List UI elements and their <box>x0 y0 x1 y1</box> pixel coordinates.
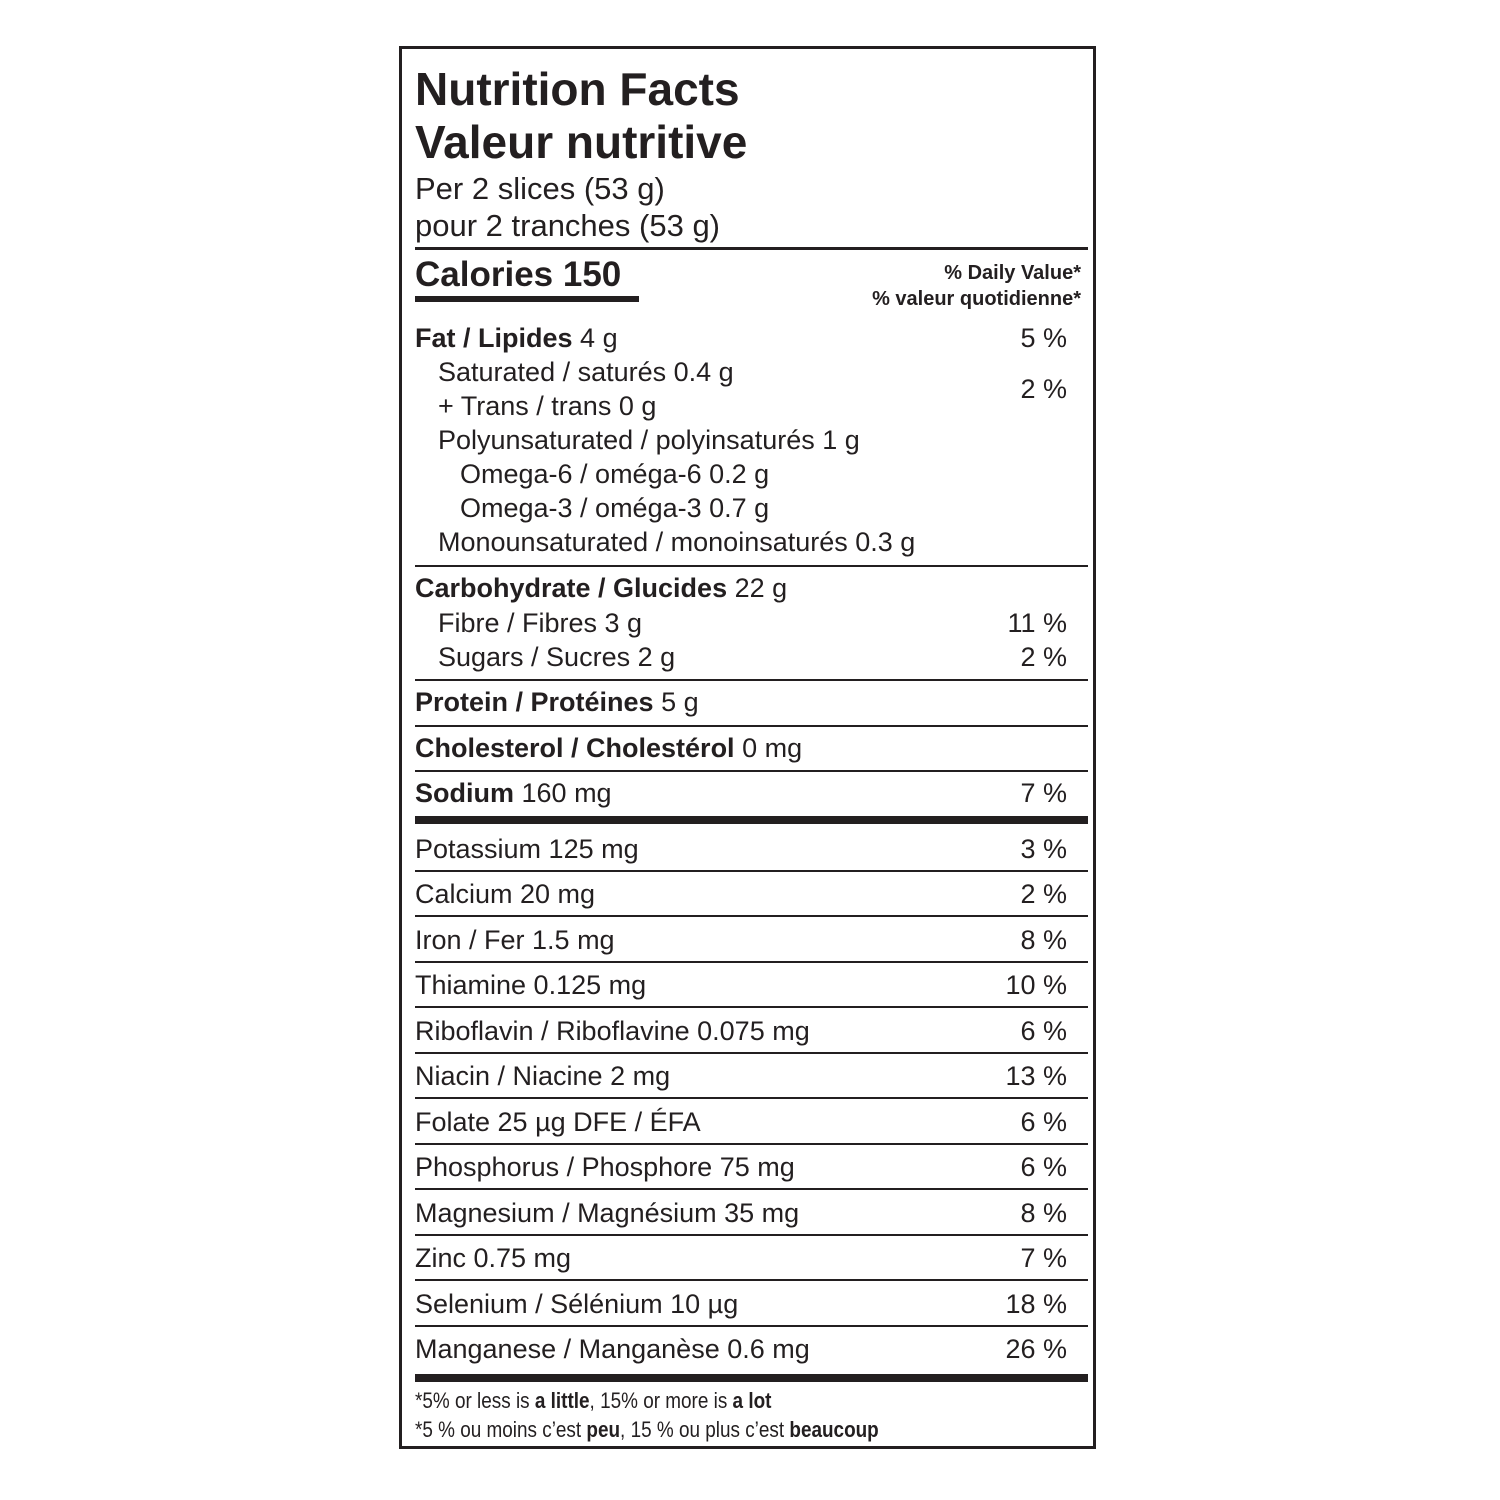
divider <box>415 961 1088 963</box>
footnote-emphasis: peu <box>586 1417 621 1442</box>
calories <box>415 257 621 292</box>
serving-size-english: Per 2 slices (53 g) <box>415 171 665 206</box>
footnote-emphasis: a lot <box>732 1388 772 1413</box>
daily-value-header-french: % valeur quotidienne* <box>872 288 1081 310</box>
folate-row: Folate 25 µg DFE / ÉFA <box>415 1107 701 1137</box>
magnesium-daily-value: 8 % <box>1020 1198 1067 1228</box>
calcium-daily-value: 2 % <box>1020 879 1067 909</box>
carbohydrate-amount: 22 g <box>734 573 788 603</box>
calories-value: 150 <box>562 255 622 294</box>
thiamine-daily-value: 10 % <box>1005 970 1067 1000</box>
divider <box>415 1097 1088 1099</box>
divider <box>415 870 1088 872</box>
footnote-text: , 15 % ou plus c’est <box>620 1417 790 1442</box>
fibre-daily-value: 11 % <box>1007 608 1067 638</box>
thiamine-row: Thiamine 0.125 mg <box>415 970 647 1000</box>
iron-daily-value: 8 % <box>1020 925 1067 955</box>
carbohydrate-row <box>415 575 787 602</box>
iron-row: Iron / Fer 1.5 mg <box>415 925 615 955</box>
daily-value-header-english: % Daily Value* <box>944 262 1081 284</box>
sodium-row <box>415 780 612 807</box>
footnote-text: *5 % ou moins c’est <box>415 1417 587 1442</box>
divider <box>415 1052 1088 1054</box>
monounsaturated-row: Monounsaturated / monoinsaturés 0.3 g <box>438 527 916 557</box>
divider <box>415 565 1088 567</box>
cholesterol-amount: 0 mg <box>742 733 803 763</box>
fat-amount: 4 g <box>580 323 618 353</box>
protein-amount: 5 g <box>661 687 699 717</box>
fibre-row: Fibre / Fibres 3 g <box>438 608 643 638</box>
sugars-daily-value: 2 % <box>1020 642 1067 672</box>
divider <box>415 1279 1088 1281</box>
potassium-daily-value: 3 % <box>1020 834 1067 864</box>
divider <box>415 247 1088 250</box>
niacin-daily-value: 13 % <box>1005 1061 1067 1091</box>
footnote-english <box>415 1390 771 1412</box>
footnote-text: , 15% or more is <box>589 1388 733 1413</box>
divider <box>415 770 1088 772</box>
calories-underline <box>415 296 639 302</box>
calories-label: Calories <box>415 255 554 294</box>
riboflavin-daily-value: 6 % <box>1020 1016 1067 1046</box>
title-french: Valeur nutritive <box>415 116 748 168</box>
title-english: Nutrition Facts <box>415 63 740 115</box>
niacin-row: Niacin / Niacine 2 mg <box>415 1061 671 1091</box>
fat-row <box>415 325 618 352</box>
footnote-emphasis: beaucoup <box>789 1417 879 1442</box>
carbohydrate-label: Carbohydrate / Glucides <box>415 573 728 603</box>
fat-label: Fat / Lipides <box>415 323 573 353</box>
phosphorus-row: Phosphorus / Phosphore 75 mg <box>415 1152 795 1182</box>
calcium-row: Calcium 20 mg <box>415 879 596 909</box>
sodium-amount: 160 mg <box>521 778 612 808</box>
zinc-row: Zinc 0.75 mg <box>415 1243 572 1273</box>
serving-size-french: pour 2 tranches (53 g) <box>415 208 721 243</box>
omega6-row: Omega-6 / oméga-6 0.2 g <box>460 459 770 489</box>
potassium-row: Potassium 125 mg <box>415 834 639 864</box>
cholesterol-label: Cholesterol / Cholestérol <box>415 733 735 763</box>
divider <box>415 915 1088 917</box>
divider <box>415 725 1088 727</box>
divider <box>415 1188 1088 1190</box>
manganese-daily-value: 26 % <box>1005 1334 1067 1364</box>
trans-row: + Trans / trans 0 g <box>438 391 657 421</box>
divider <box>415 1143 1088 1145</box>
zinc-daily-value: 7 % <box>1020 1243 1067 1273</box>
fat-daily-value: 5 % <box>1020 323 1067 353</box>
thick-divider <box>415 1374 1088 1382</box>
divider <box>415 679 1088 681</box>
magnesium-row: Magnesium / Magnésium 35 mg <box>415 1198 800 1228</box>
phosphorus-daily-value: 6 % <box>1020 1152 1067 1182</box>
manganese-row: Manganese / Manganèse 0.6 mg <box>415 1334 810 1364</box>
sugars-row: Sugars / Sucres 2 g <box>438 642 676 672</box>
folate-daily-value: 6 % <box>1020 1107 1067 1137</box>
omega3-row: Omega-3 / oméga-3 0.7 g <box>460 493 770 523</box>
polyunsaturated-row: Polyunsaturated / polyinsaturés 1 g <box>438 425 860 455</box>
sodium-label: Sodium <box>415 778 514 808</box>
saturated-row: Saturated / saturés 0.4 g <box>438 357 734 387</box>
divider <box>415 1325 1088 1327</box>
selenium-row: Selenium / Sélénium 10 µg <box>415 1289 739 1319</box>
sodium-daily-value: 7 % <box>1020 778 1067 808</box>
selenium-daily-value: 18 % <box>1005 1289 1067 1319</box>
footnote-emphasis: a little <box>534 1388 590 1413</box>
divider <box>415 1006 1088 1008</box>
protein-row <box>415 689 699 716</box>
nutrition-facts-label <box>399 46 1096 1449</box>
saturated-trans-daily-value: 2 % <box>1020 374 1067 404</box>
protein-label: Protein / Protéines <box>415 687 654 717</box>
footnote-text: *5% or less is <box>415 1388 535 1413</box>
riboflavin-row: Riboflavin / Riboflavine 0.075 mg <box>415 1016 810 1046</box>
thick-divider <box>415 816 1088 824</box>
footnote-french <box>415 1419 879 1441</box>
cholesterol-row <box>415 735 802 762</box>
divider <box>415 1234 1088 1236</box>
